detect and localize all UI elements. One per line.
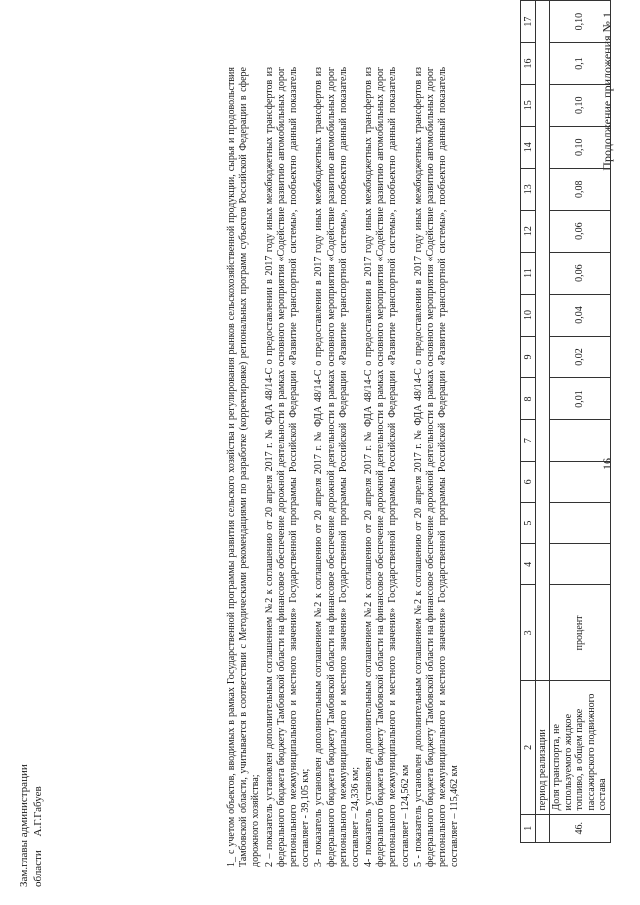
value-cell: [550, 461, 611, 502]
header-cell: 1: [521, 814, 536, 842]
value-cell: 0,01: [550, 378, 611, 420]
header-cell: 15: [521, 84, 536, 126]
signatory-name: А.Г.Габуев: [31, 786, 44, 837]
value-cell: 0,04: [550, 294, 611, 336]
page-number: 16: [600, 458, 614, 470]
row-number: 46.: [550, 814, 611, 842]
header-cell: 9: [521, 336, 536, 378]
header-cell: 13: [521, 168, 536, 210]
value-cell: [550, 420, 611, 461]
header-cell: 2: [521, 681, 536, 814]
footnote: 2 – показатель установлен дополнительным соглашением №2 к соглашению от 20 апреля 2017 г. № ФДА 48/14-С о предоставлении в 2017 году иных межбюджетных трансфертов из федерального бюджета бюджету Тамбовской области на финансовое обеспечение дорожной деятельности в рамках основного мероприятия «Содействие развитию автомобильных дорог регионального межмуниципального и местного значения» Государственной программы Российской Федерации «Развитие транспортной системы», пообъектно данный показатель составляет - 39,105 км;: [263, 67, 312, 867]
period-row-empty: [536, 814, 550, 842]
value-cell: [550, 502, 611, 543]
value-cell: 0,06: [550, 210, 611, 252]
footnote: 5 - показатель установлен дополнительным соглашением №2 к соглашению от 20 апреля 2017 г. № ФДА 48/14-С о предоставлении в 2017 году иных межбюджетных трансфертов из федерального бюджета бюджету Тамбовской области на финансовое обеспечение дорожной деятельности в рамках основного мероприятия «Содействие развитию автомобильных дорог регионального межмуниципального и местного значения» Государственной программы Российской Федерации «Развитие транспортной системы», пообъектно данный показатель составляет – 115,462 км: [412, 67, 461, 867]
header-cell: 4: [521, 544, 536, 585]
value-cell: 0,1: [550, 43, 611, 85]
footnotes: [226, 67, 463, 867]
unit-cell: процент: [550, 585, 611, 681]
value-cell: 0,06: [550, 252, 611, 294]
header-cell: 8: [521, 378, 536, 420]
header-cell: 12: [521, 210, 536, 252]
header-cell: 7: [521, 420, 536, 461]
header-cell: 10: [521, 294, 536, 336]
header-cell: 17: [521, 1, 536, 43]
continuation-label: Продолжение приложения № 1: [600, 12, 614, 171]
signature-block: [18, 764, 46, 887]
period-row-empty: [536, 1, 550, 681]
header-cell: 11: [521, 252, 536, 294]
table-row: [550, 1, 611, 843]
indicator-name: Доля транспорта, не используемого жидкое топливо, в общем парке пассажирского подвижного состава: [550, 681, 611, 814]
value-cell: [550, 544, 611, 585]
footnote: 4- показатель установлен дополнительным соглашением №2 к соглашению от 20 апреля 2017 г. № ФДА 48/14-С о предоставлении в 2017 году иных межбюджетных трансфертов из федерального бюджета бюджету Тамбовской области на финансовое обеспечение дорожной деятельности в рамках основного мероприятия «Содействие развитию автомобильных дорог регионального межмуниципального и местного значения» Государственной программы Российской Федерации «Развитие транспортной системы», пообъектно данный показатель составляет – 124,562 км: [363, 67, 411, 867]
header-cell: 14: [521, 126, 536, 168]
header-cell: 3: [521, 585, 536, 681]
value-cell: 0,08: [550, 168, 611, 210]
signatory-line: [32, 764, 46, 887]
value-cell: 0,10: [550, 126, 611, 168]
indicators-table: [520, 0, 611, 843]
table-header-row: [521, 1, 536, 843]
value-cell: 0,10: [550, 84, 611, 126]
footnote: 1_ с учетом объектов, вводимых в рамках Государственной программы развития сельского хозяйства и регулирования рынков сельскохозяйственной продукции, сырья и продовольствия Тамбовской области, учитывается в соответствии с Методическими рекомендациями по разработке (корректировке) региональных программ субъектов Российской Федерации в сфере дорожного хозяйства;: [226, 67, 262, 867]
footnote: 3- показатель установлен дополнительным соглашением №2 к соглашению от 20 апреля 2017 г. № ФДА 48/14-С о предоставлении в 2017 году иных межбюджетных трансфертов из федерального бюджета бюджету Тамбовской области на финансовое обеспечение дорожной деятельности в рамках основного мероприятия «Содействие развитию автомобильных дорог регионального межмуниципального и местного значения» Государственной программы Российской Федерации «Развитие транспортной системы», пообъектно данный показатель составляет – 24,336 км;: [313, 67, 361, 867]
value-cell: 0,10: [550, 1, 611, 43]
period-label: период реализации: [536, 681, 550, 814]
signatory-title: Зам.главы администрации: [18, 764, 30, 887]
period-row: [536, 1, 550, 843]
header-cell: 5: [521, 502, 536, 543]
header-cell: 16: [521, 43, 536, 85]
signatory-region: области: [31, 850, 44, 887]
header-cell: 6: [521, 461, 536, 502]
value-cell: 0,02: [550, 336, 611, 378]
